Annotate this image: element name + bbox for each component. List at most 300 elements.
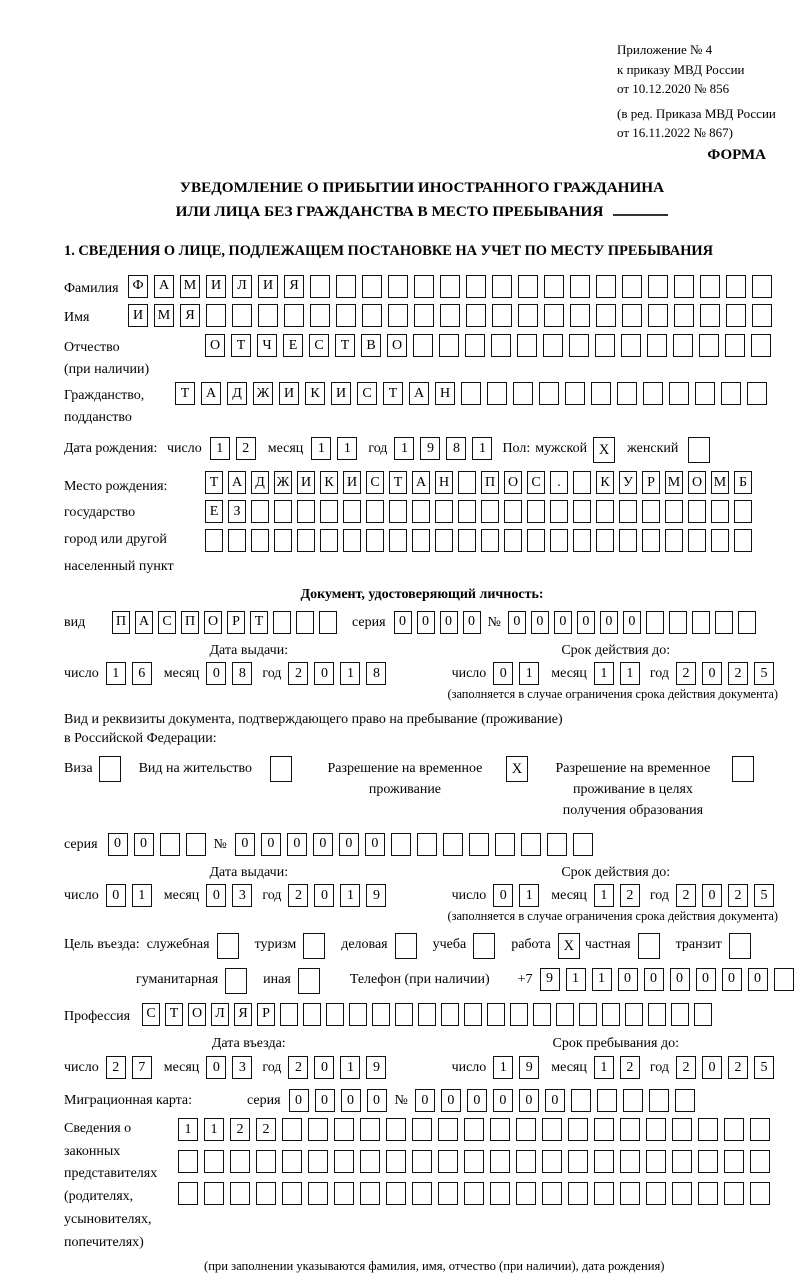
char-box[interactable]: 2 — [106, 1056, 126, 1079]
purpose-business-checkbox[interactable] — [395, 933, 417, 959]
char-box[interactable]: И — [343, 471, 361, 494]
char-box[interactable]: 0 — [702, 662, 722, 685]
char-box[interactable] — [579, 1003, 597, 1026]
char-box[interactable]: П — [181, 611, 199, 634]
char-box[interactable]: 5 — [754, 1056, 774, 1079]
char-box[interactable] — [282, 1150, 302, 1173]
char-box[interactable] — [256, 1182, 276, 1205]
char-box[interactable] — [204, 1182, 224, 1205]
char-box[interactable] — [438, 1182, 458, 1205]
char-box[interactable] — [669, 611, 687, 634]
char-box[interactable]: 1 — [594, 884, 614, 907]
char-box[interactable] — [160, 833, 180, 856]
char-box[interactable]: Е — [283, 334, 303, 357]
char-box[interactable]: 5 — [754, 884, 774, 907]
char-box[interactable] — [386, 1118, 406, 1141]
char-box[interactable] — [388, 275, 408, 298]
char-box[interactable]: П — [112, 611, 130, 634]
char-box[interactable] — [458, 471, 476, 494]
char-box[interactable]: 8 — [446, 437, 466, 460]
char-box[interactable] — [205, 529, 223, 552]
char-box[interactable] — [527, 529, 545, 552]
char-box[interactable] — [360, 1150, 380, 1173]
char-box[interactable] — [360, 1182, 380, 1205]
char-box[interactable] — [642, 500, 660, 523]
char-box[interactable] — [726, 275, 746, 298]
char-box[interactable]: 1 — [519, 662, 539, 685]
char-box[interactable] — [596, 304, 616, 327]
char-box[interactable] — [617, 382, 637, 405]
char-box[interactable] — [570, 304, 590, 327]
char-box[interactable]: 0 — [108, 833, 128, 856]
char-box[interactable] — [256, 1150, 276, 1173]
char-box[interactable] — [573, 833, 593, 856]
char-box[interactable] — [688, 529, 706, 552]
char-box[interactable]: Л — [232, 275, 252, 298]
char-box[interactable]: 0 — [206, 884, 226, 907]
char-box[interactable]: 0 — [748, 968, 768, 991]
char-box[interactable]: 1 — [620, 662, 640, 685]
char-box[interactable] — [414, 304, 434, 327]
purpose-work-checkbox[interactable]: X — [558, 933, 580, 959]
char-box[interactable]: М — [665, 471, 683, 494]
char-box[interactable] — [412, 529, 430, 552]
char-box[interactable] — [734, 500, 752, 523]
char-box[interactable]: 2 — [676, 1056, 696, 1079]
char-box[interactable]: З — [228, 500, 246, 523]
char-box[interactable]: Т — [383, 382, 403, 405]
char-box[interactable]: 1 — [340, 884, 360, 907]
char-box[interactable]: 0 — [441, 1089, 461, 1112]
char-box[interactable] — [389, 500, 407, 523]
char-box[interactable]: 0 — [722, 968, 742, 991]
char-box[interactable] — [464, 1003, 482, 1026]
char-box[interactable] — [620, 1150, 640, 1173]
char-box[interactable] — [228, 529, 246, 552]
char-box[interactable]: 0 — [618, 968, 638, 991]
char-box[interactable]: Р — [642, 471, 660, 494]
char-box[interactable]: И — [128, 304, 148, 327]
char-box[interactable] — [674, 304, 694, 327]
char-box[interactable] — [178, 1150, 198, 1173]
char-box[interactable] — [591, 382, 611, 405]
char-box[interactable] — [620, 1118, 640, 1141]
char-box[interactable]: О — [205, 334, 225, 357]
char-box[interactable]: 0 — [493, 884, 513, 907]
char-box[interactable]: 0 — [417, 611, 435, 634]
char-box[interactable] — [594, 1150, 614, 1173]
char-box[interactable]: 1 — [594, 1056, 614, 1079]
char-box[interactable]: 0 — [289, 1089, 309, 1112]
char-box[interactable] — [646, 1182, 666, 1205]
char-box[interactable]: С — [309, 334, 329, 357]
char-box[interactable]: 0 — [623, 611, 641, 634]
char-box[interactable]: 1 — [594, 662, 614, 685]
char-box[interactable] — [623, 1089, 643, 1112]
char-box[interactable]: У — [619, 471, 637, 494]
char-box[interactable]: А — [412, 471, 430, 494]
char-box[interactable] — [178, 1182, 198, 1205]
char-box[interactable]: О — [188, 1003, 206, 1026]
char-box[interactable] — [721, 382, 741, 405]
char-box[interactable]: 1 — [394, 437, 414, 460]
char-box[interactable] — [439, 334, 459, 357]
char-box[interactable] — [435, 529, 453, 552]
char-box[interactable] — [724, 1182, 744, 1205]
char-box[interactable] — [750, 1150, 770, 1173]
char-box[interactable]: 2 — [728, 662, 748, 685]
char-box[interactable] — [492, 275, 512, 298]
char-box[interactable]: 0 — [467, 1089, 487, 1112]
char-box[interactable]: 0 — [313, 833, 333, 856]
char-box[interactable] — [647, 334, 667, 357]
char-box[interactable] — [569, 334, 589, 357]
char-box[interactable]: Б — [734, 471, 752, 494]
char-box[interactable]: 9 — [420, 437, 440, 460]
char-box[interactable]: 2 — [230, 1118, 250, 1141]
char-box[interactable] — [726, 304, 746, 327]
char-box[interactable] — [465, 334, 485, 357]
char-box[interactable] — [669, 382, 689, 405]
char-box[interactable]: 0 — [519, 1089, 539, 1112]
char-box[interactable]: 9 — [366, 1056, 386, 1079]
char-box[interactable] — [491, 334, 511, 357]
char-box[interactable] — [547, 833, 567, 856]
char-box[interactable]: 7 — [132, 1056, 152, 1079]
char-box[interactable] — [533, 1003, 551, 1026]
char-box[interactable] — [320, 529, 338, 552]
char-box[interactable] — [186, 833, 206, 856]
char-box[interactable]: 0 — [415, 1089, 435, 1112]
char-box[interactable] — [413, 334, 433, 357]
char-box[interactable]: 0 — [206, 662, 226, 685]
char-box[interactable]: А — [154, 275, 174, 298]
char-box[interactable]: А — [201, 382, 221, 405]
purpose-humanitarian-checkbox[interactable] — [225, 968, 247, 994]
char-box[interactable]: Д — [227, 382, 247, 405]
char-box[interactable] — [251, 500, 269, 523]
char-box[interactable] — [543, 334, 563, 357]
char-box[interactable] — [412, 1182, 432, 1205]
char-box[interactable] — [296, 611, 314, 634]
char-box[interactable]: Н — [435, 382, 455, 405]
char-box[interactable] — [464, 1150, 484, 1173]
char-box[interactable] — [336, 304, 356, 327]
char-box[interactable] — [258, 304, 278, 327]
char-box[interactable]: 1 — [311, 437, 331, 460]
char-box[interactable]: 0 — [545, 1089, 565, 1112]
char-box[interactable] — [386, 1150, 406, 1173]
char-box[interactable] — [481, 529, 499, 552]
char-box[interactable]: И — [331, 382, 351, 405]
char-box[interactable] — [504, 529, 522, 552]
char-box[interactable]: 2 — [288, 884, 308, 907]
char-box[interactable] — [414, 275, 434, 298]
char-box[interactable]: 1 — [493, 1056, 513, 1079]
char-box[interactable] — [622, 275, 642, 298]
char-box[interactable]: О — [204, 611, 222, 634]
char-box[interactable] — [466, 275, 486, 298]
char-box[interactable]: 1 — [178, 1118, 198, 1141]
char-box[interactable] — [738, 611, 756, 634]
char-box[interactable] — [481, 500, 499, 523]
char-box[interactable]: О — [504, 471, 522, 494]
char-box[interactable] — [388, 304, 408, 327]
char-box[interactable] — [487, 382, 507, 405]
char-box[interactable] — [504, 500, 522, 523]
char-box[interactable] — [734, 529, 752, 552]
char-box[interactable]: 8 — [232, 662, 252, 685]
char-box[interactable]: 2 — [728, 884, 748, 907]
char-box[interactable] — [648, 275, 668, 298]
char-box[interactable] — [643, 382, 663, 405]
char-box[interactable] — [349, 1003, 367, 1026]
char-box[interactable]: 1 — [566, 968, 586, 991]
char-box[interactable]: Т — [250, 611, 268, 634]
char-box[interactable] — [539, 382, 559, 405]
char-box[interactable] — [724, 1150, 744, 1173]
char-box[interactable] — [366, 529, 384, 552]
char-box[interactable]: Т — [389, 471, 407, 494]
char-box[interactable]: 0 — [339, 833, 359, 856]
purpose-study-checkbox[interactable] — [473, 933, 495, 959]
char-box[interactable]: 0 — [365, 833, 385, 856]
char-box[interactable] — [343, 529, 361, 552]
char-box[interactable] — [642, 529, 660, 552]
char-box[interactable] — [698, 1182, 718, 1205]
char-box[interactable]: М — [154, 304, 174, 327]
char-box[interactable]: А — [409, 382, 429, 405]
char-box[interactable]: 0 — [493, 1089, 513, 1112]
char-box[interactable]: 0 — [106, 884, 126, 907]
char-box[interactable] — [308, 1182, 328, 1205]
char-box[interactable]: 2 — [288, 662, 308, 685]
char-box[interactable]: 0 — [508, 611, 526, 634]
char-box[interactable]: 0 — [134, 833, 154, 856]
char-box[interactable] — [724, 1118, 744, 1141]
char-box[interactable]: 0 — [287, 833, 307, 856]
char-box[interactable] — [206, 304, 226, 327]
char-box[interactable] — [527, 500, 545, 523]
char-box[interactable] — [688, 500, 706, 523]
char-box[interactable]: 1 — [204, 1118, 224, 1141]
char-box[interactable] — [672, 1150, 692, 1173]
char-box[interactable] — [646, 1150, 666, 1173]
char-box[interactable] — [646, 1118, 666, 1141]
char-box[interactable]: 0 — [463, 611, 481, 634]
char-box[interactable] — [334, 1150, 354, 1173]
char-box[interactable]: Д — [251, 471, 269, 494]
char-box[interactable] — [319, 611, 337, 634]
char-box[interactable] — [343, 500, 361, 523]
char-box[interactable] — [542, 1150, 562, 1173]
char-box[interactable] — [308, 1150, 328, 1173]
char-box[interactable] — [665, 529, 683, 552]
char-box[interactable] — [274, 500, 292, 523]
char-box[interactable] — [466, 304, 486, 327]
char-box[interactable] — [698, 1118, 718, 1141]
char-box[interactable]: 2 — [256, 1118, 276, 1141]
char-box[interactable]: 1 — [592, 968, 612, 991]
char-box[interactable] — [596, 529, 614, 552]
char-box[interactable]: М — [711, 471, 729, 494]
purpose-tourism-checkbox[interactable] — [303, 933, 325, 959]
char-box[interactable] — [573, 529, 591, 552]
char-box[interactable] — [695, 382, 715, 405]
char-box[interactable] — [366, 500, 384, 523]
char-box[interactable] — [441, 1003, 459, 1026]
char-box[interactable] — [751, 334, 771, 357]
char-box[interactable]: 3 — [232, 1056, 252, 1079]
char-box[interactable]: 0 — [235, 833, 255, 856]
char-box[interactable] — [334, 1182, 354, 1205]
char-box[interactable] — [516, 1150, 536, 1173]
char-box[interactable] — [673, 334, 693, 357]
char-box[interactable] — [544, 275, 564, 298]
char-box[interactable] — [310, 304, 330, 327]
char-box[interactable]: Е — [205, 500, 223, 523]
char-box[interactable] — [469, 833, 489, 856]
char-box[interactable] — [251, 529, 269, 552]
char-box[interactable]: 1 — [210, 437, 230, 460]
char-box[interactable] — [372, 1003, 390, 1026]
char-box[interactable]: Т — [165, 1003, 183, 1026]
char-box[interactable] — [602, 1003, 620, 1026]
char-box[interactable]: 9 — [540, 968, 560, 991]
char-box[interactable]: 0 — [670, 968, 690, 991]
char-box[interactable] — [699, 334, 719, 357]
char-box[interactable] — [594, 1118, 614, 1141]
char-box[interactable] — [412, 500, 430, 523]
char-box[interactable] — [326, 1003, 344, 1026]
char-box[interactable]: Л — [211, 1003, 229, 1026]
char-box[interactable] — [440, 275, 460, 298]
char-box[interactable] — [336, 275, 356, 298]
char-box[interactable] — [518, 304, 538, 327]
char-box[interactable] — [672, 1118, 692, 1141]
purpose-official-checkbox[interactable] — [217, 933, 239, 959]
char-box[interactable] — [556, 1003, 574, 1026]
char-box[interactable] — [621, 334, 641, 357]
char-box[interactable]: 2 — [288, 1056, 308, 1079]
char-box[interactable] — [517, 334, 537, 357]
char-box[interactable]: А — [228, 471, 246, 494]
char-box[interactable] — [487, 1003, 505, 1026]
char-box[interactable] — [648, 304, 668, 327]
char-box[interactable] — [750, 1118, 770, 1141]
char-box[interactable] — [418, 1003, 436, 1026]
char-box[interactable]: 8 — [366, 662, 386, 685]
char-box[interactable]: Р — [257, 1003, 275, 1026]
char-box[interactable] — [303, 1003, 321, 1026]
char-box[interactable]: 9 — [366, 884, 386, 907]
char-box[interactable] — [542, 1118, 562, 1141]
char-box[interactable] — [232, 304, 252, 327]
char-box[interactable] — [715, 611, 733, 634]
char-box[interactable]: 2 — [676, 884, 696, 907]
char-box[interactable] — [273, 611, 291, 634]
purpose-transit-checkbox[interactable] — [729, 933, 751, 959]
char-box[interactable] — [550, 529, 568, 552]
char-box[interactable]: Я — [180, 304, 200, 327]
char-box[interactable] — [649, 1089, 669, 1112]
char-box[interactable]: И — [297, 471, 315, 494]
char-box[interactable] — [282, 1118, 302, 1141]
char-box[interactable]: И — [206, 275, 226, 298]
title-blank-line[interactable] — [613, 204, 668, 216]
char-box[interactable]: 0 — [261, 833, 281, 856]
char-box[interactable]: 0 — [531, 611, 549, 634]
char-box[interactable] — [516, 1118, 536, 1141]
char-box[interactable]: 1 — [132, 884, 152, 907]
char-box[interactable]: С — [158, 611, 176, 634]
char-box[interactable] — [521, 833, 541, 856]
char-box[interactable]: Н — [435, 471, 453, 494]
char-box[interactable] — [310, 275, 330, 298]
char-box[interactable] — [417, 833, 437, 856]
char-box[interactable] — [412, 1118, 432, 1141]
char-box[interactable] — [665, 500, 683, 523]
char-box[interactable] — [334, 1118, 354, 1141]
char-box[interactable]: 1 — [340, 662, 360, 685]
char-box[interactable] — [646, 611, 664, 634]
char-box[interactable]: Ж — [253, 382, 273, 405]
char-box[interactable] — [711, 529, 729, 552]
char-box[interactable] — [458, 529, 476, 552]
char-box[interactable]: Я — [234, 1003, 252, 1026]
char-box[interactable] — [750, 1182, 770, 1205]
char-box[interactable] — [596, 500, 614, 523]
char-box[interactable] — [391, 833, 411, 856]
residence-permit-checkbox[interactable] — [270, 756, 292, 782]
char-box[interactable] — [573, 500, 591, 523]
char-box[interactable]: К — [320, 471, 338, 494]
char-box[interactable] — [672, 1182, 692, 1205]
char-box[interactable] — [594, 1182, 614, 1205]
purpose-other-checkbox[interactable] — [298, 968, 320, 994]
purpose-private-checkbox[interactable] — [638, 933, 660, 959]
char-box[interactable]: 0 — [314, 1056, 334, 1079]
char-box[interactable]: 0 — [644, 968, 664, 991]
char-box[interactable]: Т — [231, 334, 251, 357]
char-box[interactable] — [692, 611, 710, 634]
char-box[interactable] — [518, 275, 538, 298]
char-box[interactable]: 1 — [340, 1056, 360, 1079]
char-box[interactable]: 0 — [702, 1056, 722, 1079]
char-box[interactable]: В — [361, 334, 381, 357]
char-box[interactable] — [698, 1150, 718, 1173]
char-box[interactable] — [490, 1118, 510, 1141]
char-box[interactable]: 1 — [106, 662, 126, 685]
char-box[interactable]: 2 — [728, 1056, 748, 1079]
char-box[interactable]: 2 — [620, 884, 640, 907]
char-box[interactable] — [573, 471, 591, 494]
char-box[interactable]: 6 — [132, 662, 152, 685]
char-box[interactable] — [568, 1182, 588, 1205]
char-box[interactable]: Т — [175, 382, 195, 405]
char-box[interactable] — [362, 275, 382, 298]
char-box[interactable] — [595, 334, 615, 357]
char-box[interactable]: 0 — [577, 611, 595, 634]
char-box[interactable] — [280, 1003, 298, 1026]
char-box[interactable] — [230, 1150, 250, 1173]
char-box[interactable] — [297, 529, 315, 552]
char-box[interactable]: 0 — [554, 611, 572, 634]
char-box[interactable] — [516, 1182, 536, 1205]
female-checkbox[interactable] — [688, 437, 710, 463]
char-box[interactable]: П — [481, 471, 499, 494]
char-box[interactable] — [495, 833, 515, 856]
